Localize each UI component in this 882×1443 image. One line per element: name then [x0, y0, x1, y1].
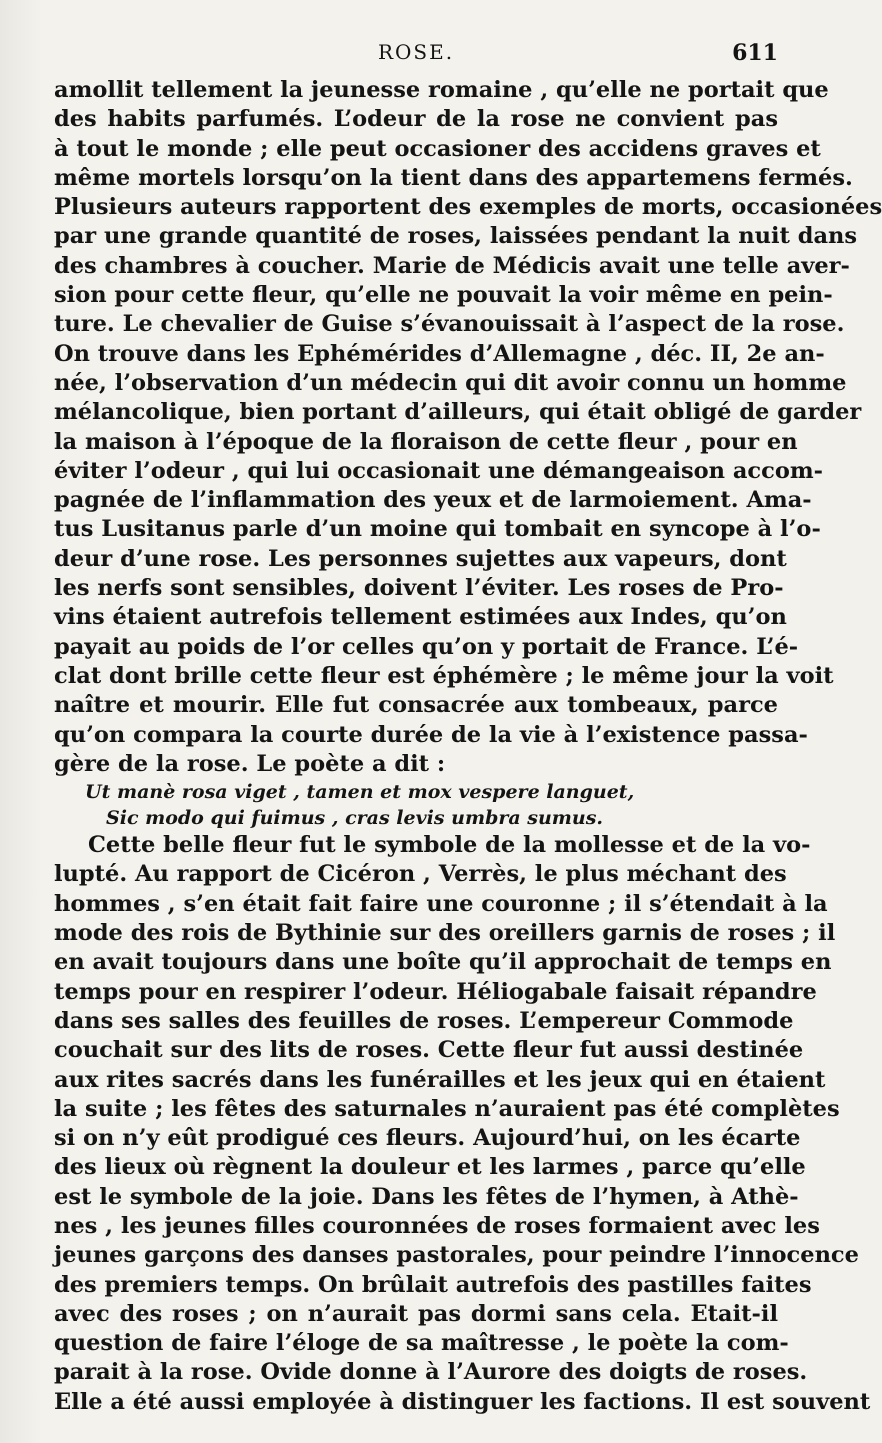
text-line: mélancolique, bien portant d’ailleurs, qui était obligé de garder — [54, 399, 862, 426]
text-line: la suite ; les fêtes des saturnales n’auraient pas été complètes — [54, 1095, 840, 1122]
paragraph-1 — [54, 76, 882, 779]
text-line: à tout le monde ; elle peut occasioner des accidens graves et — [54, 135, 821, 162]
text-line: des habits parfumés. L’odeur de la rose ne convient pas — [54, 106, 778, 133]
text-line: gère de la rose. Le poète a dit : — [54, 750, 446, 777]
text-line: vins étaient autrefois tellement estimées aux Indes, qu’on — [54, 604, 787, 631]
text-line: payait au poids de l’or celles qu’on y portait de France. L’é- — [54, 633, 799, 660]
text-line: qu’on compara la courte durée de la vie à l’existence passa- — [54, 721, 808, 748]
text-line: née, l’observation d’un médecin qui dit avoir connu un homme — [54, 369, 847, 396]
text-line: lupté. Au rapport de Cicéron , Verrès, le plus méchant des — [54, 861, 787, 888]
text-line: par une grande quantité de roses, laissées pendant la nuit dans — [54, 223, 858, 250]
text-line: On trouve dans les Ephémérides d’Allemagne , déc. II, 2e an- — [54, 340, 825, 367]
text-line: Cette belle fleur fut le symbole de la mollesse et de la vo- — [88, 832, 811, 859]
text-line: mode des rois de Bythinie sur des oreillers garnis de roses ; il — [54, 920, 836, 947]
text-line: des lieux où règnent la douleur et les larmes , parce qu’elle — [54, 1154, 806, 1181]
text-line: temps pour en respirer l’odeur. Héliogabale faisait répandre — [54, 978, 817, 1005]
running-title: ROSE. — [377, 40, 455, 64]
text-line: amollit tellement la jeunesse romaine , qu’elle ne portait que — [54, 77, 829, 103]
text-line: Plusieurs auteurs rapportent des exemples de morts, occasionées — [54, 194, 882, 221]
text-line: les nerfs sont sensibles, doivent l’éviter. Les roses de Pro- — [54, 575, 784, 602]
text-line: si on n’y eût prodigué ces fleurs. Aujourd’hui, on les écarte — [54, 1125, 801, 1152]
text-line: couchait sur des lits de roses. Cette fleur fut aussi destinée — [54, 1037, 804, 1064]
text-line: même mortels lorsqu’on la tient dans des appartemens fermés. — [54, 164, 853, 191]
text-line: avec des roses ; on n’aurait pas dormi sans cela. Etait-il — [54, 1300, 778, 1327]
text-line: deur d’une rose. Les personnes sujettes aux vapeurs, dont — [54, 545, 787, 572]
text-line: éviter l’odeur , qui lui occasionait une démangeaison accom- — [54, 457, 823, 484]
text-line: sion pour cette fleur, qu’elle ne pouvait la voir même en pein- — [54, 282, 833, 309]
text-line: est le symbole de la joie. Dans les fêtes de l’hymen, à Athè- — [54, 1183, 799, 1210]
text-line: naître et mourir. Elle fut consacrée aux tombeaux, parce — [54, 692, 778, 719]
text-line: parait à la rose. Ovide donne à l’Aurore des doigts de roses. — [54, 1359, 808, 1386]
text-line: aux rites sacrés dans les funérailles et les jeux qui en étaient — [54, 1066, 826, 1093]
page-gutter-shadow — [0, 0, 42, 1443]
verse-line: Ut manè rosa viget , tamen et mox vespere languet, — [85, 781, 635, 804]
text-line: question de faire l’éloge de sa maîtresse , le poète la com- — [54, 1330, 789, 1357]
text-line: jeunes garçons des danses pastorales, pour peindre l’innocence — [54, 1242, 859, 1269]
paragraph-2 — [54, 831, 871, 1417]
text-line: Elle a été aussi employée à distinguer les factions. Il est souvent — [54, 1388, 871, 1415]
text-line: ture. Le chevalier de Guise s’évanouissait à l’aspect de la rose. — [54, 311, 845, 338]
text-line: hommes , s’en était fait faire une couronne ; il s’étendait à la — [54, 890, 828, 917]
text-line: des premiers temps. On brûlait autrefois des pastilles faites — [54, 1271, 812, 1298]
latin-verse — [54, 779, 778, 831]
text-line: nes , les jeunes filles couronnées de roses formaient avec les — [54, 1212, 820, 1239]
page-number: 611 — [732, 40, 778, 66]
text-line: tus Lusitanus parle d’un moine qui tombait en syncope à l’o- — [54, 516, 821, 543]
text-line: clat dont brille cette fleur est éphémère ; le même jour la voit — [54, 662, 834, 689]
page-body — [54, 76, 882, 1417]
verse-line: Sic modo qui fuimus , cras levis umbra sumus. — [106, 807, 604, 830]
text-line: la maison à l’époque de la floraison de cette fleur , pour en — [54, 428, 798, 455]
text-line: dans ses salles des feuilles de roses. L’empereur Commode — [54, 1007, 794, 1034]
text-line: pagnée de l’inflammation des yeux et de larmoiement. Ama- — [54, 487, 812, 514]
text-line: en avait toujours dans une boîte qu’il approchait de temps en — [54, 949, 832, 976]
text-line: des chambres à coucher. Marie de Médicis avait une telle aver- — [54, 252, 850, 279]
